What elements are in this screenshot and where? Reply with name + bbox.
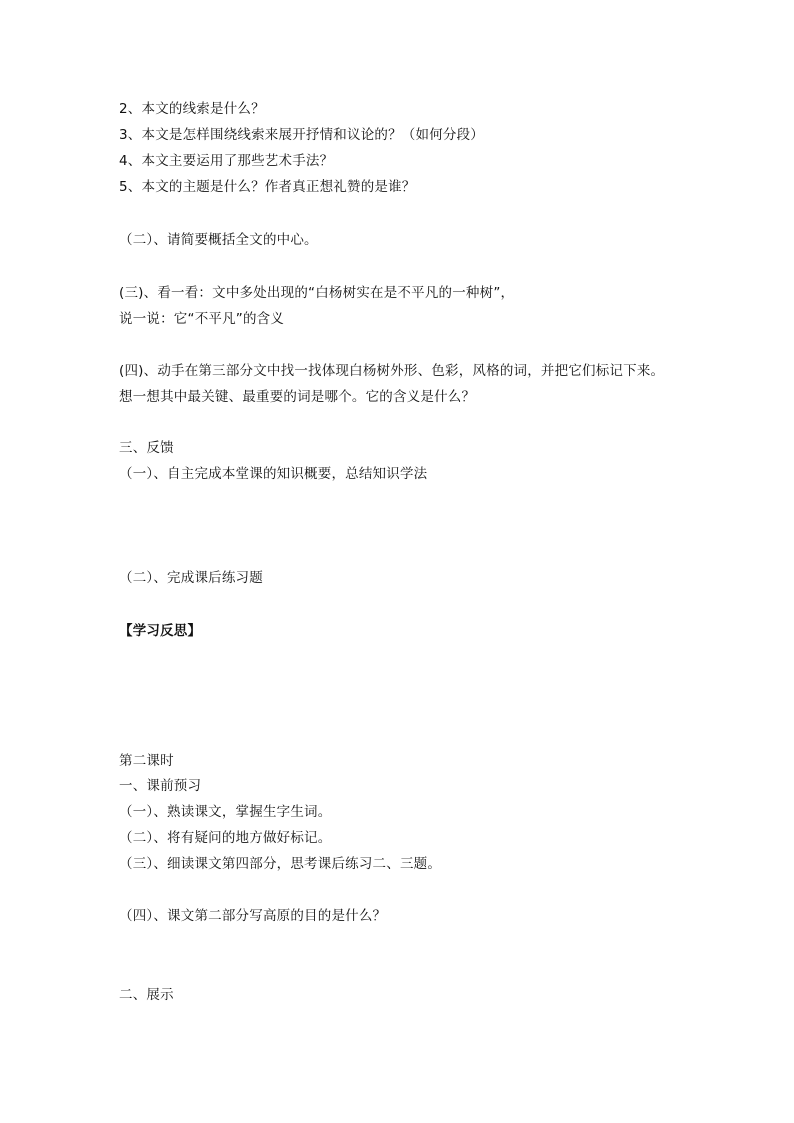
lesson-2-title: 第二课时 (119, 753, 174, 769)
question-5: 5、本文的主题是什么？作者真正想礼赞的是谁？ (119, 179, 416, 195)
feedback-item-1: （一）、自主完成本堂课的知识概要，总结知识学法 (119, 466, 428, 482)
question-4: 4、本文主要运用了那些艺术手法？ (119, 153, 334, 169)
feedback-item-2: （二）、完成课后练习题 (119, 570, 263, 586)
section-3-line-2: 说一说：它“不平凡”的含义 (119, 311, 285, 327)
section-4-line-1: (四)、动手在第三部分文中找一找体现白杨树外形、色彩，风格的词，并把它们标记下来。 (119, 363, 665, 379)
section-2-summary: （二）、请简要概括全文的中心。 (119, 232, 318, 248)
preview-item-1: （一）、熟读课文，掌握生字生词。 (119, 804, 332, 820)
preview-item-2: （二）、将有疑问的地方做好标记。 (119, 830, 332, 846)
section-4-line-2: 想一想其中最关键、最重要的词是哪个。它的含义是什么？ (119, 389, 476, 405)
preview-item-4: （四）、课文第二部分写高原的目的是什么？ (119, 908, 387, 924)
section-3-line-1: (三)、看一看：文中多处出现的“白杨树实在是不平凡的一种树”， (119, 285, 515, 301)
reflection-heading: 【学习反思】 (119, 623, 202, 639)
preview-item-3: （三）、细读课文第四部分，思考课后练习二、三题。 (119, 856, 442, 872)
question-2: 2、本文的线索是什么？ (119, 101, 265, 117)
feedback-heading: 三、反馈 (119, 440, 174, 456)
show-heading: 二、展示 (119, 987, 174, 1003)
question-3: 3、本文是怎样围绕线索来展开抒情和议论的？（如何分段） (119, 127, 484, 143)
preview-heading: 一、课前预习 (119, 778, 202, 794)
